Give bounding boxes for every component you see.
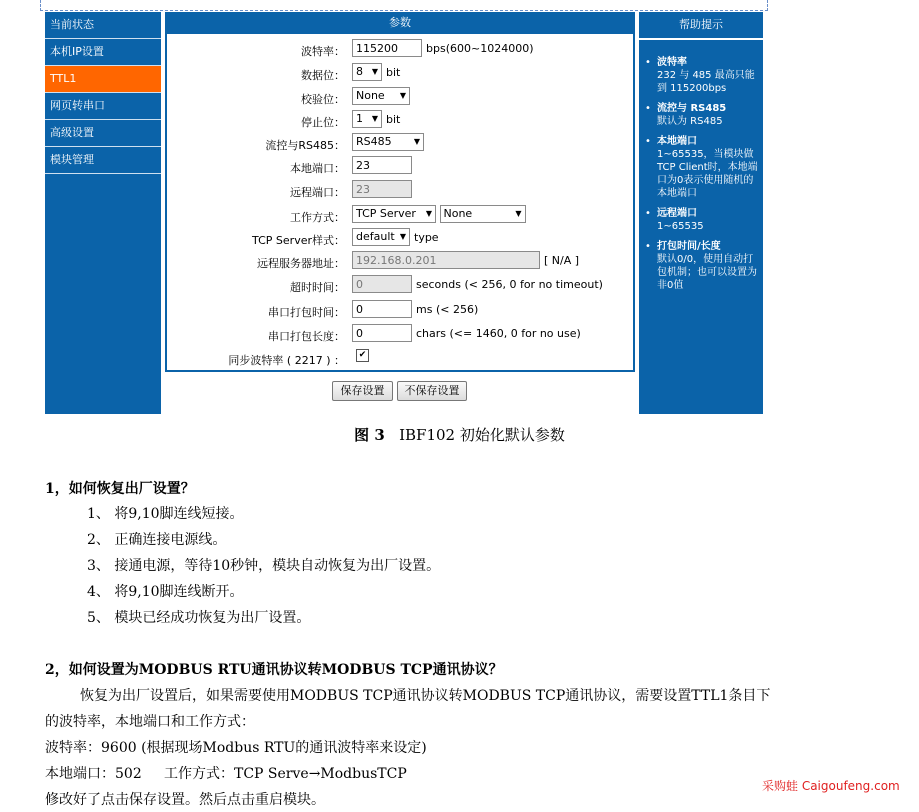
panel-title: 参数 xyxy=(165,12,635,34)
paragraph: 修改好了点击保存设置。然后点击重启模块。 xyxy=(45,792,325,808)
row-stopbits xyxy=(165,110,635,132)
pack-len-input[interactable]: 0 xyxy=(352,324,412,342)
remote-addr-note: [ N/A ] xyxy=(544,253,580,267)
baud-input[interactable]: 115200 xyxy=(352,39,422,57)
nav-item-ip[interactable]: 本机IP设置 xyxy=(45,39,161,66)
chevron-down-icon: ▼ xyxy=(399,232,406,241)
step: 4、 将9,10脚连线断开。 xyxy=(87,584,244,600)
help-item: • 流控与 RS485 默认为 RS485 xyxy=(639,102,763,128)
section1-title: 1，如何恢复出厂设置？ xyxy=(45,481,195,497)
databits-select[interactable]: 8 ▼ xyxy=(352,63,382,81)
chevron-down-icon: ▼ xyxy=(371,67,378,76)
paragraph: 恢复为出厂设置后，如果需要使用MODBUS TCP通讯协议转MODBUS TCP通讯协议，需要设置TTL1条目下 xyxy=(80,688,771,704)
step: 1、 将9,10脚连线短接。 xyxy=(87,506,244,522)
parity-label: 校验位： xyxy=(301,93,345,106)
dashed-frame xyxy=(40,0,768,11)
nav-item-advanced[interactable]: 高级设置 xyxy=(45,120,161,147)
stopbits-label: 停止位： xyxy=(301,116,345,129)
save-button[interactable]: 保存设置 xyxy=(332,381,393,401)
paragraph: 波特率：9600 (根据现场Modbus RTU的通讯波特率来设定) xyxy=(45,740,427,756)
remote-port-input[interactable]: 23 xyxy=(352,180,412,198)
chevron-down-icon: ▼ xyxy=(515,209,522,218)
nav-item-status[interactable]: 当前状态 xyxy=(45,12,161,39)
help-item: • 本地端口 1~65535，当模块做TCP Client时，本地端口为0表示使用随机的本地端口 xyxy=(639,135,763,200)
tcp-style-note: type xyxy=(414,230,439,244)
row-timeout xyxy=(165,275,635,297)
timeout-note: seconds (< 256, 0 for no timeout) xyxy=(416,277,603,291)
arrow-right-icon: → xyxy=(308,766,321,782)
databits-note: bit xyxy=(386,65,401,79)
tcp-style-select[interactable]: default ▼ xyxy=(352,228,410,246)
help-item: • 打包时间/长度 默认0/0，使用自动打包机制；也可以设置为非0值 xyxy=(639,240,763,292)
timeout-input[interactable]: 0 xyxy=(352,275,412,293)
timeout-label: 超时时间： xyxy=(290,281,345,294)
stopbits-note: bit xyxy=(386,112,401,126)
step: 3、 接通电源，等待10秒钟，模块自动恢复为出厂设置。 xyxy=(87,558,441,574)
row-sync-baud xyxy=(165,348,635,370)
section2-title: 2，如何设置为MODBUS RTU通讯协议转MODBUS TCP通讯协议？ xyxy=(45,662,503,678)
watermark: 采购蛙 Caigoufeng.com xyxy=(762,779,900,793)
left-sidebar xyxy=(45,12,161,414)
chevron-down-icon: ▼ xyxy=(413,137,420,146)
tcp-style-label: TCP Server样式： xyxy=(252,234,345,247)
mode-select[interactable]: TCP Server ▼ xyxy=(352,205,436,223)
row-remote-addr xyxy=(165,251,635,273)
row-tcp-style xyxy=(165,228,635,250)
pack-len-label: 串口打包长度： xyxy=(268,330,345,343)
row-parity xyxy=(165,87,635,109)
sync-baud-label: 同步波特率 ( 2217 ) ： xyxy=(228,354,345,367)
sync-baud-checkbox[interactable]: ✔ xyxy=(356,349,369,362)
remote-addr-input[interactable]: 192.168.0.201 xyxy=(352,251,540,269)
step: 2、 正确连接电源线。 xyxy=(87,532,227,548)
parity-select[interactable]: None ▼ xyxy=(352,87,410,105)
nav-item-web-serial[interactable]: 网页转串口 xyxy=(45,93,161,120)
remote-addr-label: 远程服务器地址： xyxy=(257,257,345,270)
row-flow xyxy=(165,133,635,155)
pack-time-input[interactable]: 0 xyxy=(352,300,412,318)
row-remote-port xyxy=(165,180,635,202)
databits-label: 数据位： xyxy=(301,69,345,82)
row-mode xyxy=(165,205,635,227)
remote-port-label: 远程端口： xyxy=(290,186,345,199)
pack-len-note: chars (<= 1460, 0 for no use) xyxy=(416,326,581,340)
row-local-port xyxy=(165,156,635,178)
chevron-down-icon: ▼ xyxy=(399,91,406,100)
paragraph: 本地端口：502 工作方式：TCP Serve→ModbusTCP xyxy=(45,766,407,782)
mode-sub-select[interactable]: None ▼ xyxy=(440,205,526,223)
row-databits xyxy=(165,63,635,85)
row-baud xyxy=(165,39,635,61)
figure-caption: 图 3 IBF102 初始化默认参数 xyxy=(354,426,565,444)
chevron-down-icon: ▼ xyxy=(425,209,432,218)
help-item: • 远程端口 1~65535 xyxy=(639,207,763,233)
flow-select[interactable]: RS485 ▼ xyxy=(352,133,424,151)
baud-label: 波特率： xyxy=(301,45,345,58)
row-pack-len xyxy=(165,324,635,346)
mode-label: 工作方式： xyxy=(290,211,345,224)
local-port-label: 本地端口： xyxy=(290,162,345,175)
nav-item-module[interactable]: 模块管理 xyxy=(45,147,161,174)
step: 5、 模块已经成功恢复为出厂设置。 xyxy=(87,610,311,626)
row-pack-time xyxy=(165,300,635,322)
help-list xyxy=(639,56,763,299)
help-title: 帮助提示 xyxy=(639,12,763,40)
local-port-input[interactable]: 23 xyxy=(352,156,412,174)
pack-time-label: 串口打包时间： xyxy=(268,306,345,319)
baud-note: bps(600~1024000) xyxy=(426,41,534,55)
pack-time-note: ms (< 256) xyxy=(416,302,479,316)
nav-item-ttl1[interactable]: TTL1 xyxy=(45,66,161,93)
chevron-down-icon: ▼ xyxy=(371,114,378,123)
help-item: • 波特率 232 与 485 最高只能到 115200bps xyxy=(639,56,763,95)
flow-label: 流控与RS485： xyxy=(265,139,345,152)
paragraph: 的波特率，本地端口和工作方式： xyxy=(45,714,255,730)
stopbits-select[interactable]: 1 ▼ xyxy=(352,110,382,128)
nosave-button[interactable]: 不保存设置 xyxy=(397,381,467,401)
